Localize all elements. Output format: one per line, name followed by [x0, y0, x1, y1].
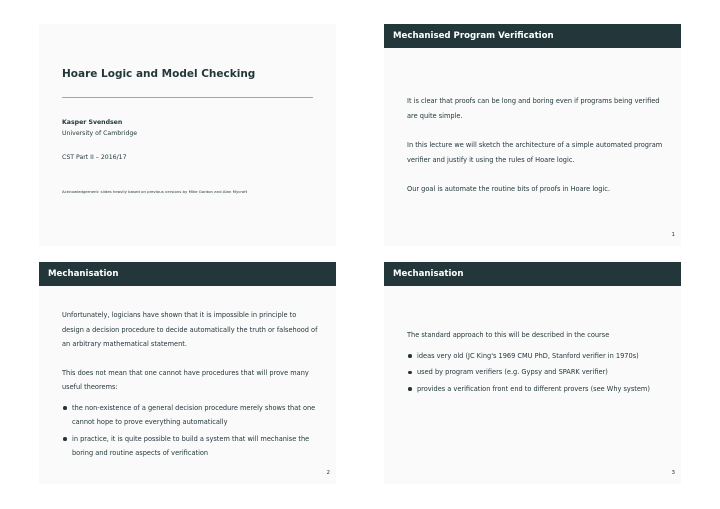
bullet-item: in practice, it is quite possible to build a system that will mechanise the boring and routine aspects of verification: [62, 432, 320, 461]
bullet-item: the non-existence of a general decision procedure merely shows that one cannot hope to prove everything automatically: [62, 401, 320, 430]
paragraph: The standard approach to this will be described in the course: [407, 331, 610, 339]
slide-body: [407, 328, 665, 396]
presentation-title: Hoare Logic and Model Checking: [62, 68, 256, 80]
bullet-item: ideas very old (JC King's 1969 CMU PhD, Stanford verifier in 1970s): [407, 349, 665, 364]
page-number: 1: [671, 232, 675, 238]
paragraph: Our goal is automate the routine bits of proofs in Hoare logic.: [407, 185, 610, 193]
paragraph: It is clear that proofs can be long and boring even if programs being verified are quite simple.: [407, 97, 660, 120]
slide-mechanised-verification: [384, 24, 681, 246]
bullet-item: provides a verification front end to different provers (see Why system): [407, 382, 665, 397]
slide-title: Mechanisation: [384, 262, 681, 286]
bullet-list: [407, 349, 665, 397]
course-info: CST Part II – 2016/17: [62, 154, 127, 161]
title-slide: [39, 24, 336, 246]
slide-body: [62, 308, 320, 461]
bullet-item: used by program verifiers (e.g. Gypsy and SPARK verifier): [407, 365, 665, 380]
slide-title: Mechanised Program Verification: [384, 24, 681, 48]
page-number: 2: [326, 470, 330, 476]
paragraph: This does not mean that one cannot have procedures that will prove many useful theorems:: [62, 368, 309, 391]
slide-mechanisation-2: [384, 262, 681, 484]
slide-body: [407, 94, 665, 197]
author-institute: University of Cambridge: [62, 130, 138, 137]
paragraph: Unfortunately, logicians have shown that it is impossible in principle to design a decision procedure to decide automatically the truth or falsehood of an arbitrary mathematical statement.: [62, 311, 318, 348]
slide-mechanisation-1: [39, 262, 336, 484]
title-divider: [62, 97, 313, 98]
bullet-list: [62, 401, 320, 461]
acknowledgement: Acknowledgement: slides heavily based on previous versions by Mike Gordon and Alan Mycroft: [62, 189, 248, 194]
page-number: 3: [671, 470, 675, 476]
paragraph: In this lecture we will sketch the architecture of a simple automated program verifier and justify it using the rules of Hoare logic.: [407, 141, 663, 164]
author-name: Kasper Svendsen: [62, 119, 123, 126]
slide-title: Mechanisation: [39, 262, 336, 286]
